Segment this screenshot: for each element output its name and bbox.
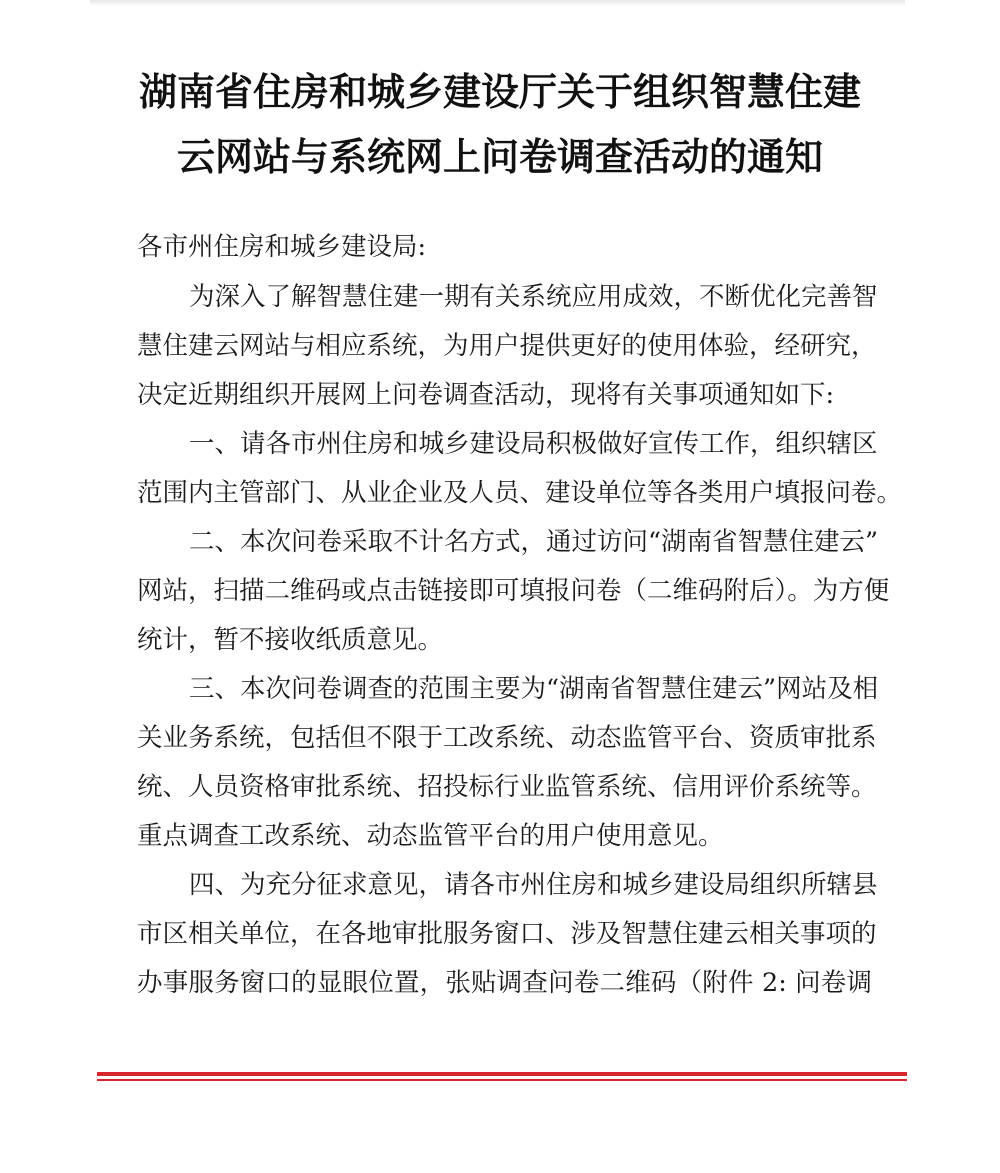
footer-red-rule-thin <box>97 1079 907 1081</box>
paragraph-line: 为深入了解智慧住建一期有关系统应用成效，不断优化完善智 <box>189 282 878 312</box>
paragraph-line: 慧住建云网站与相应系统，为用户提供更好的使用体验，经研究， <box>137 331 877 361</box>
paragraph-line: 统计，暂不接收纸质意见。 <box>137 625 444 655</box>
paragraph-line: 决定近期组织开展网上问卷调查活动，现将有关事项通知如下: <box>137 380 835 410</box>
paragraph-line: 一、请各市州住房和城乡建设局积极做好宣传工作，组织辖区 <box>189 429 878 459</box>
document-title-line-2: 云网站与系统网上问卷调查活动的通知 <box>176 135 823 179</box>
paragraph-line: 市区相关单位，在各地审批服务窗口、涉及智慧住建云相关事项的 <box>137 919 877 949</box>
document-title-line-1: 湖南省住房和城乡建设厅关于组织智慧住建 <box>138 70 861 114</box>
salutation: 各市州住房和城乡建设局: <box>137 232 427 262</box>
page-top-edge <box>90 0 905 6</box>
paragraph-line: 二、本次问卷采取不计名方式，通过访问“湖南省智慧住建云” <box>189 527 879 557</box>
paragraph-line: 三、本次问卷调查的范围主要为“湖南省智慧住建云”网站及相 <box>189 674 879 704</box>
paragraph-line: 四、为充分征求意见，请各市州住房和城乡建设局组织所辖县 <box>189 870 878 900</box>
paragraph-line: 统、人员资格审批系统、招投标行业监管系统、信用评价系统等。 <box>137 772 877 802</box>
paragraph-line: 办事服务窗口的显眼位置，张贴调查问卷二维码（附件 2: 问卷调 <box>137 968 872 998</box>
paragraph-line: 重点调查工改系统、动态监管平台的用户使用意见。 <box>137 821 724 851</box>
paragraph-line: 网站，扫描二维码或点击链接即可填报问卷（二维码附后）。为方便 <box>137 576 890 606</box>
paragraph-line: 范围内主管部门、从业企业及人员、建设单位等各类用户填报问卷。 <box>137 478 903 508</box>
footer-red-rule-thick <box>97 1072 907 1076</box>
paragraph-line: 关业务系统，包括但不限于工改系统、动态监管平台、资质审批系 <box>137 723 877 753</box>
